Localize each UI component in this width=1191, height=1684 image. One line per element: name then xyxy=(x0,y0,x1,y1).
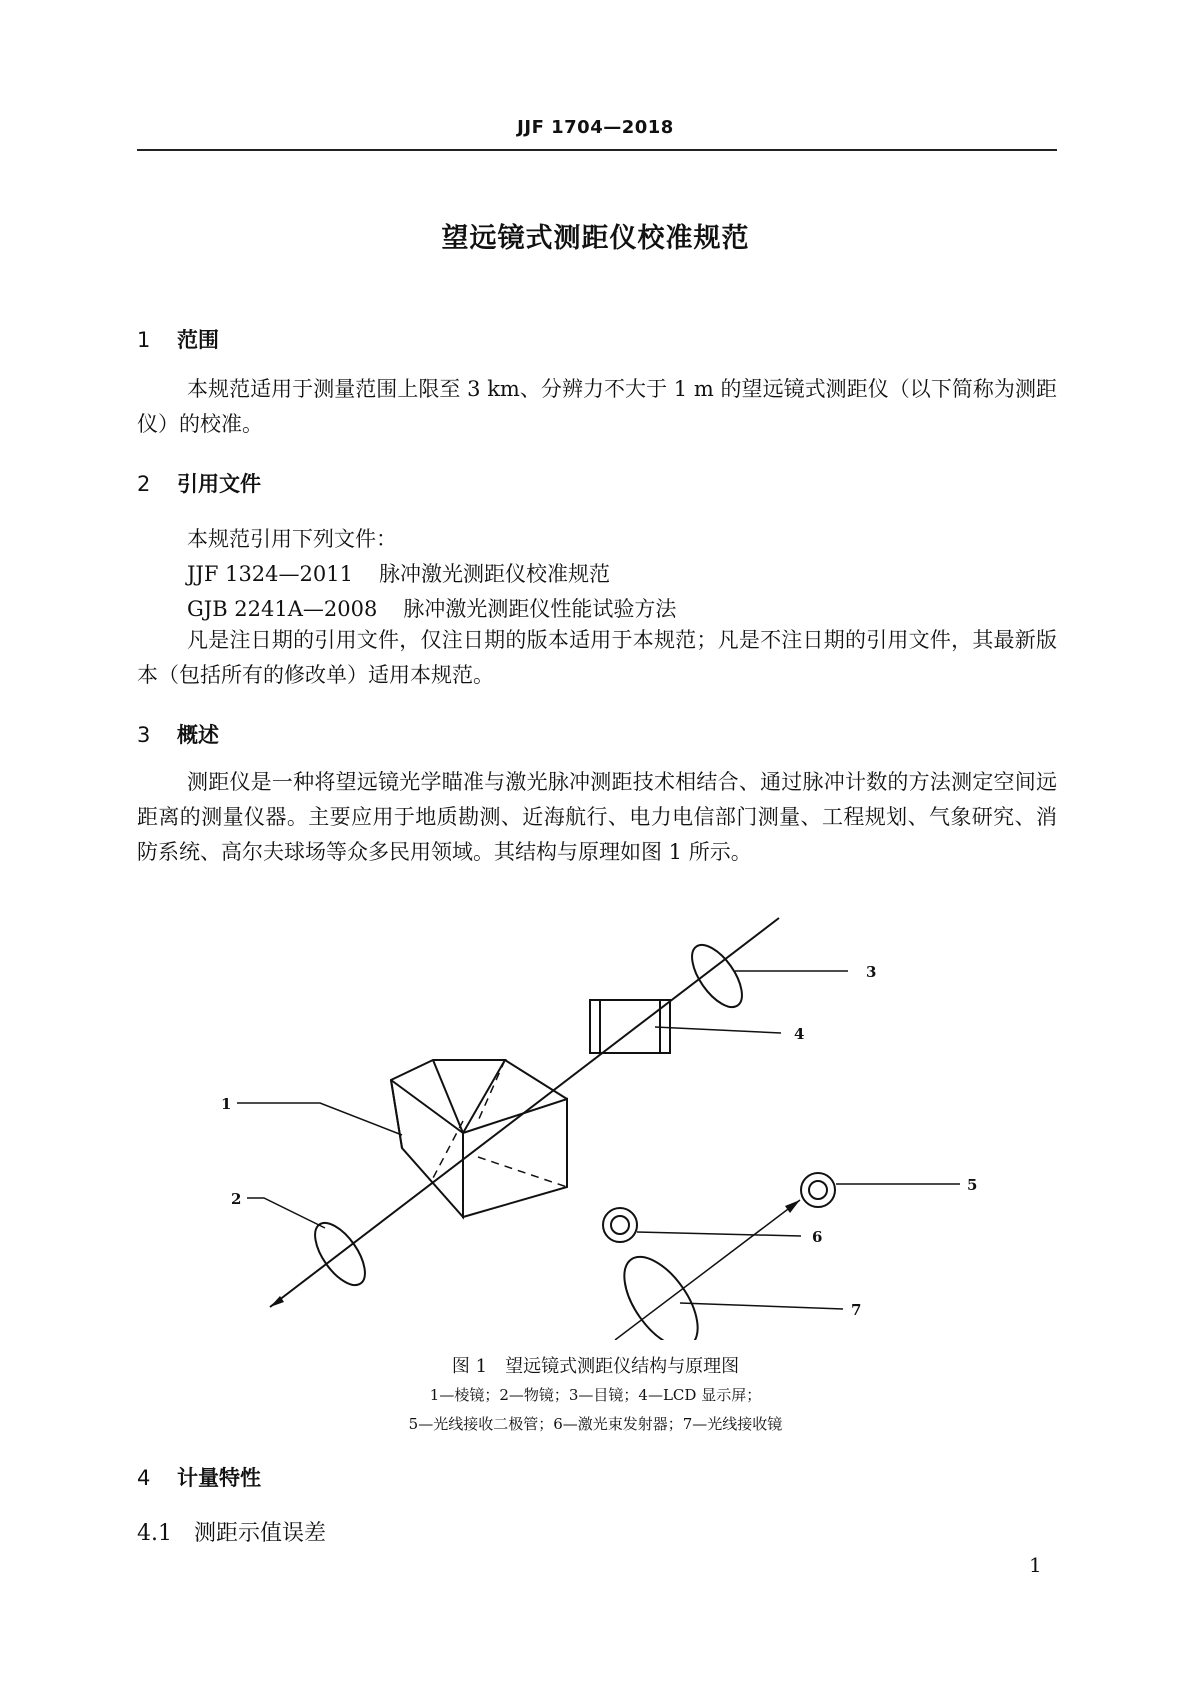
figure-1-diagram xyxy=(0,900,1191,1340)
figure-label: 2 xyxy=(231,1190,242,1208)
laser-emitter xyxy=(603,1208,637,1242)
figure-caption: 图 1 望远镜式测距仪结构与原理图 xyxy=(451,1356,740,1377)
leader-lines xyxy=(237,971,960,1309)
section-number: 4 xyxy=(137,1466,151,1490)
figure-label: 4 xyxy=(794,1025,805,1043)
section-2-heading xyxy=(137,468,261,498)
section-3-text: 测距仪是一种将望远镜光学瞄准与激光脉冲测距技术相结合、通过脉冲计数的方法测定空间远距离的测量仪器。主要应用于地质勘测、近海航行、电力电信部门测量、工程规划、气象研究、消防系统、高尔夫球场等众多民用领域。其结构与原理如图 1 所示。 xyxy=(137,770,1057,864)
references-note: 凡是注日期的引用文件，仅注日期的版本适用于本规范；凡是不注日期的引用文件，其最新版本（包括所有的修改单）适用本规范。 xyxy=(137,628,1057,687)
section-4-heading xyxy=(137,1462,261,1492)
figure-label: 6 xyxy=(812,1228,823,1246)
reference-code: JJF 1324—2011 xyxy=(187,562,353,586)
section-title: 概述 xyxy=(177,723,219,747)
header-rule xyxy=(137,149,1057,151)
figure-legend-line: 5—光线接收二极管；6—激光束发射器；7—光线接收镜 xyxy=(408,1415,783,1433)
section-number: 3 xyxy=(137,723,151,747)
figure-label: 1 xyxy=(221,1095,232,1113)
header-code: JJF 1704—2018 xyxy=(517,117,674,138)
subsection-4-1-heading xyxy=(137,1516,326,1547)
section-title: 范围 xyxy=(177,328,219,352)
eyepiece-lens xyxy=(682,937,751,1015)
section-number: 1 xyxy=(137,328,151,352)
section-number: 2 xyxy=(137,472,151,496)
section-title: 引用文件 xyxy=(177,472,261,496)
receiver-diode xyxy=(801,1173,835,1207)
reference-item xyxy=(187,558,610,588)
arrow-head xyxy=(785,1200,800,1213)
receiving-lens xyxy=(610,1244,712,1340)
section-1-heading xyxy=(137,324,219,354)
figure-label: 7 xyxy=(851,1301,862,1319)
subsection-title: 测距示值误差 xyxy=(194,1521,327,1546)
reference-name: 脉冲激光测距仪校准规范 xyxy=(378,562,610,586)
reference-item xyxy=(187,593,676,623)
section-title: 计量特性 xyxy=(177,1466,261,1490)
page-number: 1 xyxy=(1029,1553,1042,1577)
section-1-text: 本规范适用于测量范围上限至 3 km、分辨力不大于 1 m 的望远镜式测距仪（以下简称为测距仪）的校准。 xyxy=(137,377,1057,436)
references-intro: 本规范引用下列文件： xyxy=(187,527,397,551)
return-ray xyxy=(615,1200,800,1340)
subsection-number: 4.1 xyxy=(137,1521,172,1546)
document-title: 望远镜式测距仪校准规范 xyxy=(441,223,750,254)
figure-legend-line: 1—棱镜；2—物镜；3—目镜；4—LCD 显示屏； xyxy=(429,1386,762,1404)
reference-name: 脉冲激光测距仪性能试验方法 xyxy=(403,597,677,621)
figure-label: 3 xyxy=(866,963,877,981)
figure-label: 5 xyxy=(967,1176,978,1194)
reference-code: GJB 2241A—2008 xyxy=(187,597,378,621)
section-3-heading xyxy=(137,719,219,749)
